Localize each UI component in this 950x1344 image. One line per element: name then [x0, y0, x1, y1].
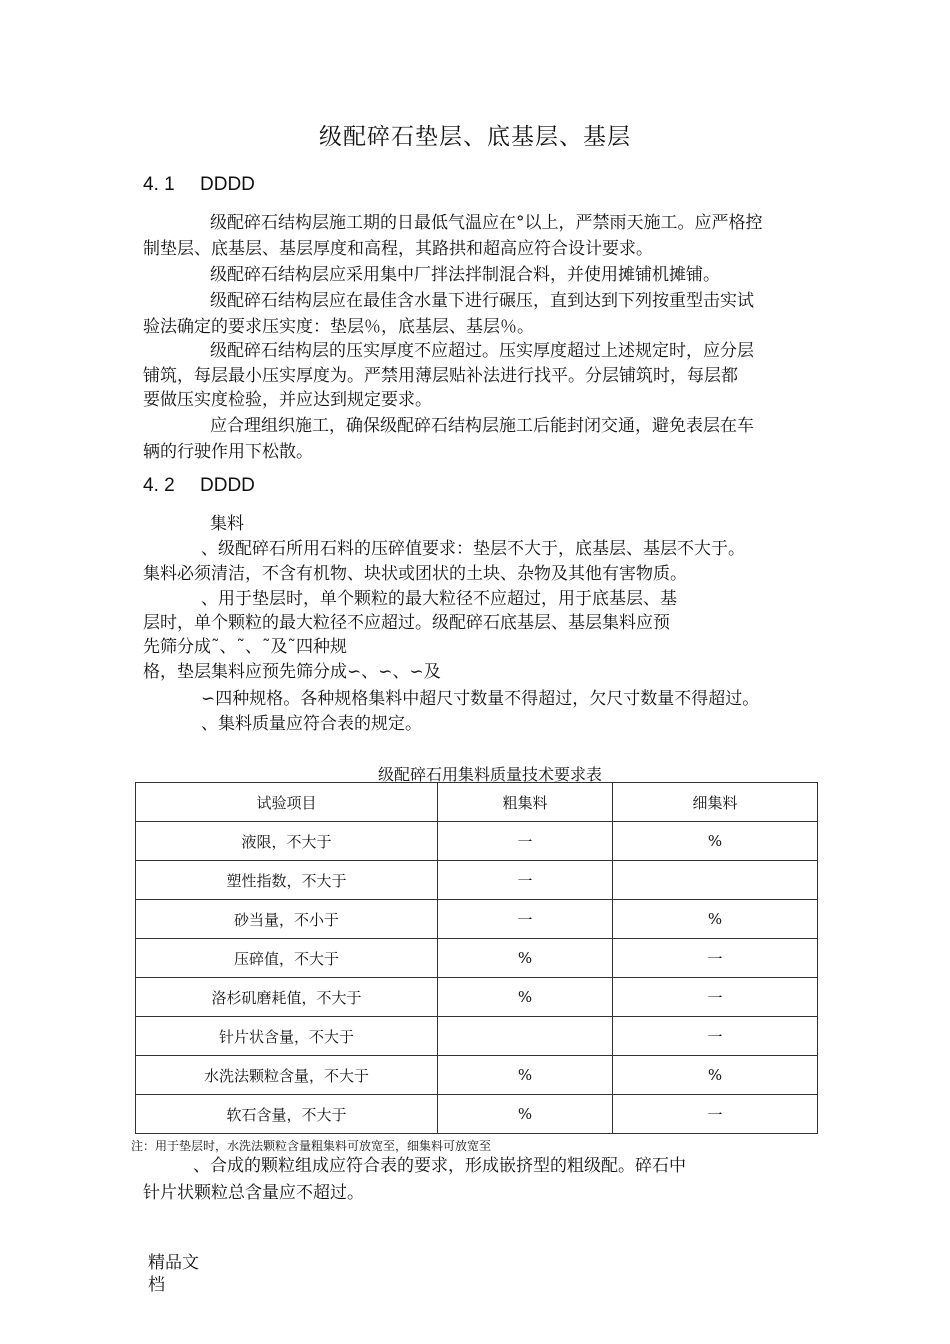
paragraph-line: 集料必须清洁，不含有机物、块状或团状的土块、杂物及其他有害物质。	[143, 564, 687, 584]
paragraph-line: 应合理组织施工，确保级配碎石结构层施工后能封闭交通，避免表层在车	[210, 416, 754, 436]
table-cell: %	[613, 900, 818, 939]
section-title: DDDD	[200, 174, 255, 195]
table-caption: 级配碎石用集料质量技术要求表	[377, 765, 602, 784]
table-cell: 砂当量，不小于	[136, 900, 438, 939]
table-cell: 一	[438, 822, 613, 861]
table-cell: %	[438, 1056, 613, 1095]
page-title: 级配碎石垫层、底基层、基层	[319, 124, 631, 150]
paragraph-line: 格，垫层集料应预先筛分成∽、∽、∽及	[143, 662, 441, 682]
paragraph-line: 级配碎石结构层施工期的日最低气温应在°以上，严禁雨天施工。应严格控	[210, 213, 763, 233]
table-cell	[438, 1017, 613, 1056]
table-cell: %	[438, 978, 613, 1017]
table-cell: %	[438, 939, 613, 978]
table-cell	[613, 861, 818, 900]
table-cell: %	[613, 822, 818, 861]
table-row	[136, 939, 818, 978]
paragraph-line: 、级配碎石所用石料的压碎值要求：垫层不大于，底基层、基层不大于。	[201, 539, 745, 559]
table-note: 注：用于垫层时，水洗法颗粒含量粗集料可放宽至，细集料可放宽至	[131, 1139, 492, 1153]
paragraph-line: 层时，单个颗粒的最大粒径不应超过。级配碎石底基层、基层集料应预	[143, 613, 670, 633]
paragraph-line: 针片状颗粒总含量应不超过。	[143, 1183, 364, 1203]
paragraph-line: 级配碎石结构层的压实厚度不应超过。压实厚度超过上述规定时，应分层	[210, 341, 754, 361]
table-cell: 一	[438, 861, 613, 900]
table-row	[136, 1017, 818, 1056]
table-cell: 水洗法颗粒含量，不大于	[136, 1056, 438, 1095]
table-header-row	[136, 783, 818, 822]
section-number: 4. 2	[143, 475, 175, 496]
table-cell: 一	[613, 1095, 818, 1134]
paragraph-line: 、合成的颗粒组成应符合表的要求，形成嵌挤型的粗级配。碎石中	[193, 1156, 686, 1176]
paragraph-line: 先筛分成˜、˜、˜及˜四种规	[143, 637, 347, 657]
paragraph-line: 验法确定的要求压实度：垫层％，底基层、基层％。	[143, 317, 534, 337]
table-cell: 一	[438, 900, 613, 939]
table-cell: %	[438, 1095, 613, 1134]
table-cell: 塑性指数，不大于	[136, 861, 438, 900]
table-cell: 洛杉矶磨耗值，不大于	[136, 978, 438, 1017]
table-cell: %	[613, 1056, 818, 1095]
table-cell: 一	[613, 1017, 818, 1056]
section-heading-4-2	[143, 475, 255, 497]
table-cell: 针片状含量，不大于	[136, 1017, 438, 1056]
quality-table	[135, 782, 818, 1134]
paragraph-line: 级配碎石结构层应在最佳含水量下进行碾压，直到达到下列按重型击实试	[210, 291, 754, 311]
table-cell: 一	[613, 978, 818, 1017]
table-header-cell: 粗集料	[438, 783, 613, 822]
table-row	[136, 978, 818, 1017]
table-row	[136, 822, 818, 861]
table-cell: 压碎值，不大于	[136, 939, 438, 978]
table-header-cell: 试验项目	[136, 783, 438, 822]
paragraph-line: ∽四种规格。各种规格集料中超尺寸数量不得超过，欠尺寸数量不得超过。	[201, 689, 760, 709]
table-row	[136, 861, 818, 900]
paragraph-line: 辆的行驶作用下松散。	[143, 442, 313, 462]
table-header-cell: 细集料	[613, 783, 818, 822]
table-row	[136, 1056, 818, 1095]
paragraph-line: 铺筑，每层最小压实厚度为。严禁用薄层贴补法进行找平。分层铺筑时，每层都	[143, 366, 738, 386]
table-cell: 一	[613, 939, 818, 978]
table-row	[136, 1095, 818, 1134]
paragraph-line: 级配碎石结构层应采用集中厂拌法拌制混合料，并使用摊铺机摊铺。	[210, 265, 720, 285]
section-title: DDDD	[200, 475, 255, 496]
paragraph-line: 、用于垫层时，单个颗粒的最大粒径不应超过，用于底基层、基	[201, 589, 677, 609]
paragraph-line: 集料	[210, 514, 244, 534]
table-row	[136, 900, 818, 939]
section-number: 4. 1	[143, 174, 175, 195]
table-cell: 液限，不大于	[136, 822, 438, 861]
paragraph-line: 、集料质量应符合表的规定。	[201, 714, 422, 734]
table-cell: 软石含量，不大于	[136, 1095, 438, 1134]
paragraph-line: 制垫层、底基层、基层厚度和高程，其路拱和超高应符合设计要求。	[143, 239, 653, 259]
footer-text: 精品文档	[148, 1253, 199, 1295]
section-heading-4-1	[143, 174, 255, 196]
paragraph-line: 要做压实度检验，并应达到规定要求。	[143, 390, 432, 410]
